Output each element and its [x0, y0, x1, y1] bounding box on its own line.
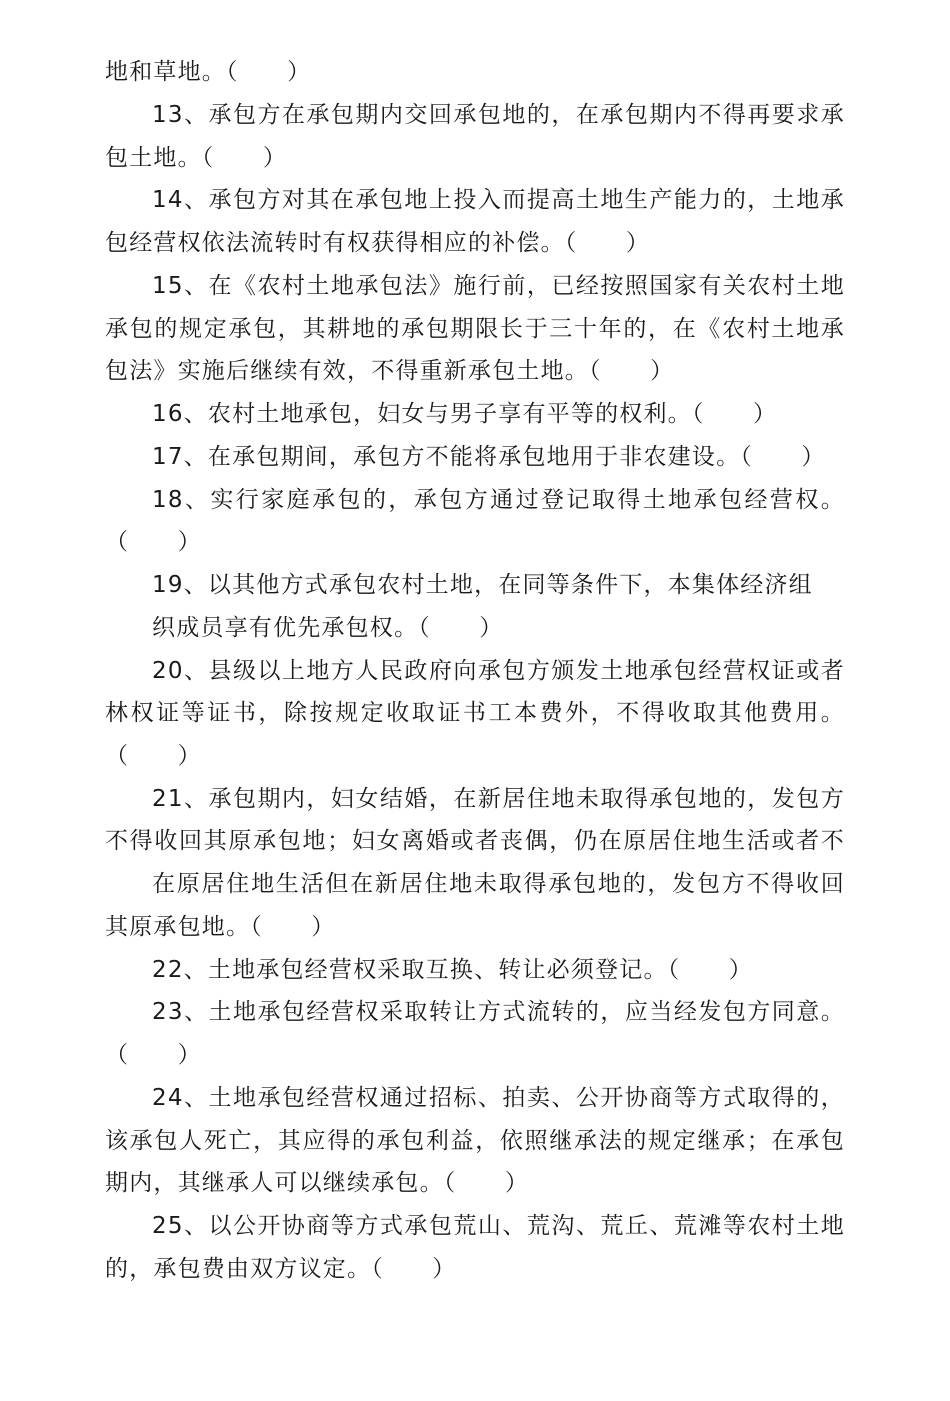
text-line: 期内，其继承人可以继续承包。（ ）	[105, 1170, 530, 1196]
question-24-line-1: 24、土地承包经营权通过招标、拍卖、公开协商等方式取得的，	[152, 1085, 845, 1111]
text-line: 不得收回其原承包地；妇女离婚或者丧偶，仍在原居住地生活或者不	[105, 828, 845, 854]
text-line: 包经营权依法流转时有权获得相应的补偿。（ ）	[105, 230, 651, 256]
text-line: 承包的规定承包，其耕地的承包期限长于三十年的，在《农村土地承	[105, 316, 845, 342]
question-16: 16、农村土地承包，妇女与男子享有平等的权利。（ ）	[152, 401, 778, 427]
text-line: 其原承包地。（ ）	[105, 914, 336, 940]
text-line: （ ）	[105, 529, 202, 555]
text-line: 在原居住地生活但在新居住地未取得承包地的，发包方不得收回	[152, 871, 845, 897]
text-line: 包法》实施后继续有效，不得重新承包土地。（ ）	[105, 358, 675, 384]
question-13-line-1: 13、承包方在承包期内交回承包地的，在承包期内不得再要求承	[152, 102, 845, 128]
question-18-line-1: 18、实行家庭承包的，承包方通过登记取得土地承包经营权。	[152, 487, 845, 513]
text-line: 的，承包费由双方议定。（ ）	[105, 1256, 457, 1282]
question-14-line-1: 14、承包方对其在承包地上投入而提高土地生产能力的，土地承	[152, 187, 845, 213]
text-line: 林权证等证书，除按规定收取证书工本费外，不得收取其他费用。	[105, 700, 845, 726]
text-line: 包土地。（ ）	[105, 145, 288, 171]
question-17: 17、在承包期间，承包方不能将承包地用于非农建设。（ ）	[152, 444, 826, 470]
text-line: 地和草地。（ ）	[105, 59, 312, 85]
text-line: 该承包人死亡，其应得的承包利益，依照继承法的规定继承；在承包	[105, 1128, 845, 1154]
question-21-line-1: 21、承包期内，妇女结婚，在新居住地未取得承包地的，发包方	[152, 786, 845, 812]
question-15-line-1: 15、在《农村土地承包法》施行前，已经按照国家有关农村土地	[152, 273, 845, 299]
question-20-line-1: 20、县级以上地方人民政府向承包方颁发土地承包经营权证或者	[152, 658, 845, 684]
text-line: 织成员享有优先承包权。（ ）	[152, 615, 504, 641]
question-22: 22、土地承包经营权采取互换、转让必须登记。（ ）	[152, 957, 753, 983]
text-line: （ ）	[105, 1042, 202, 1068]
question-25-line-1: 25、以公开协商等方式承包荒山、荒沟、荒丘、荒滩等农村土地	[152, 1213, 845, 1239]
text-line: （ ）	[105, 743, 202, 769]
question-23-line-1: 23、土地承包经营权采取转让方式流转的，应当经发包方同意。	[152, 999, 845, 1025]
question-19-line-1: 19、以其他方式承包农村土地，在同等条件下，本集体经济组	[152, 572, 813, 598]
